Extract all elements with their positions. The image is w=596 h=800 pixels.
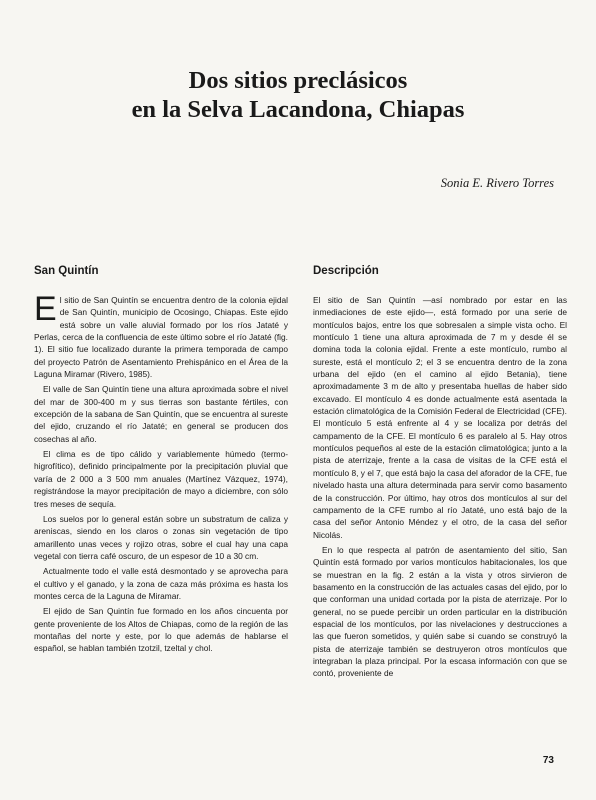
right-column <box>313 264 567 683</box>
page-number: 73 <box>542 755 554 766</box>
paragraph: Actualmente todo el valle está desmontado y se aprovecha para el cultivo y el ganado, y la zona de caza más próxima es hasta los montes cerca de la Laguna de Miramar. <box>34 566 288 601</box>
paragraph: En lo que respecta al patrón de asentamiento del sitio, San Quintín está formado por varios montículos habitacionales, los que se muestran en la fig. 2 están a la vista y otros sirvieron de basamento en la construcción de las actuales casas del ejido, por lo que conforman una unidad cortada por la pista de aterrizaje. Por lo general, no se puede percibir un orden particular en la distribución espacial de los montículos, por las nivelaciones y destrucciones a las que fueron sometidos, y quién sabe si cuando se construyó la pista de aterrizaje también se destruyeron otros montículos que integraban la plaza principal. Por la escasa información con que se contó, proveniente de <box>313 544 567 679</box>
paragraph: Los suelos por lo general están sobre un substratum de caliza y areniscas, siendo en los claros o zonas sin vegetación de tipo amarillento unas veces y rojizo otras, sobre el cual hay una capa vegetal con tierra café oscuro, de un espesor de 10 a 30 cm. <box>34 513 288 561</box>
paragraph: El ejido de San Quintín fue formado en los años cincuenta por gente proveniente de los Altos de Chiapas, como de la región de las montañas del norte y este, por lo que además de hablarse el español, se hablan también tzotzil, tzeltal y chol. <box>34 606 288 654</box>
paragraph: El clima es de tipo cálido y variablemente húmedo (termo-higrofítico), definido principalmente por la precipitación pluvial que varía de 2 000 a 3 500 mm anuales (Martínez Vázquez, 1974), registrándose la mayor precipitación de mayo a diciembre, con sólo tres meses de sequía. <box>34 449 288 509</box>
paragraph: El sitio de San Quintín —así nombrado por estar en las inmediaciones de este ejido—, está formado por una serie de montículos bajos, entre los que sobresalen a simple vista ocho. El montículo 1 tiene una altura aproximada de 7 m y desde él se domina toda la colonia ejidal. Frente a este montículo, rumbo al sureste, está el montículo 2; el 3 se encuentra dentro de la zona urbana del ejido (en el camino al ejido Betania), tiene aproximadamente 3 m de alto y presentaba huellas de haber sido excavado. El montículo 4 es donde actualmente está asentada la estación climatológica de la Comisión Federal de Electricidad (CFE). El montículo 5 está enfrente al 4 y se localiza por detrás del campamento de la CFE. El montículo 6 es paralelo al 5. Hay otros montículos pequeños al este de la estación climatológica; junto a la pista de aterrizaje, frente a la casa de visitas de la CFE está el montículo 8, y el 7, que está bajo la casa del aforador de la CFE, fue nivelado hasta una altura determinada para servir como basamento de la construcción. Por último, hay otros dos montículos al sur del campamento de la CFE rumbo al río Jataté, uno está bajo de la casa del señor Antonio Méndez y el otro, de la casa del señor Nicolás. <box>313 295 567 540</box>
drop-cap: E <box>34 290 57 328</box>
left-column <box>34 264 288 658</box>
paragraph: El sitio de San Quintín se encuentra dentro de la colonia ejidal de San Quintín, municipio de Ocosingo, Chiapas. Este ejido está sobre un valle aluvial formado por los ríos Jataté y Perlas, cerca de la confluencia de este último sobre el río Jataté (fig. 1). El sitio fue localizado durante la primera temporada de campo del proyecto Patrón de Asentamiento Prehispánico en el Área de la Laguna Miramar (Rivero, 1985). <box>34 290 288 380</box>
title-line-2: en la Selva Lacandona, Chiapas <box>131 96 465 123</box>
article-title <box>0 66 596 124</box>
paragraph: El valle de San Quintín tiene una altura aproximada sobre el nivel del mar de 300-400 m y sus tierras son bastante fértiles, con excepción de la sabana de San Quintín, que se encuentra al sureste del ejido, cruzando el río Jataté; en general se producen dos cosechas al año. <box>34 384 288 444</box>
section-heading-san-quintin: San Quintín <box>34 265 99 277</box>
author-name: Sonia E. Rivero Torres <box>440 176 554 190</box>
title-line-1: Dos sitios preclásicos <box>188 67 408 94</box>
section-heading-descripcion: Descripción <box>313 265 379 277</box>
